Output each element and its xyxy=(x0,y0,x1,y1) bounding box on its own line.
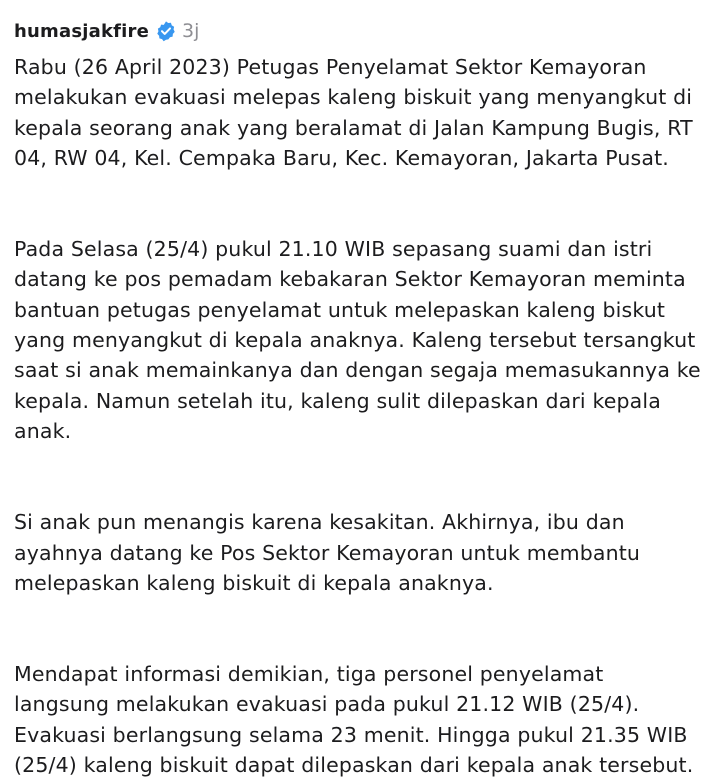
caption-paragraph-3: Si anak pun menangis karena kesakitan. Akhirnya, ibu dan ayahnya datang ke Pos Sektor Kemayoran untuk membantu melepaskan kaleng biskuit di kepala anaknya. xyxy=(14,510,641,595)
post-caption xyxy=(14,14,704,780)
post-header xyxy=(14,14,704,48)
username-link[interactable]: humasjakfire xyxy=(14,20,150,42)
verified-badge-icon xyxy=(155,20,177,42)
caption-body xyxy=(14,52,704,780)
caption-paragraph-4: Mendapat informasi demikian, tiga personel penyelamat langsung melakukan evakuasi pada pukul 21.12 WIB (25/4). Evakuasi berlangsung selama 23 menit. Hingga pukul 21.35 WIB (25/4) kaleng biskuit dapat dilepaskan dari kepala anak tersebut. xyxy=(14,662,694,778)
post-time: 3j xyxy=(182,20,200,42)
caption-paragraph-1: Rabu (26 April 2023) Petugas Penyelamat Sektor Kemayoran melakukan evakuasi melepas kaleng biskuit yang menyangkut di kepala seorang anak yang beralamat di Jalan Kampung Bugis, RT 04, RW 04, Kel. Cempaka Baru, Kec. Kemayoran, Jakarta Pusat. xyxy=(14,55,693,170)
caption-paragraph-2: Pada Selasa (25/4) pukul 21.10 WIB sepasang suami dan istri datang ke pos pemadam kebakaran Sektor Kemayoran meminta bantuan petugas penyelamat untuk melepaskan kaleng biskut yang menyangkut di kepala anaknya. Kaleng tersebut tersangkut saat si anak memainkanya dan dengan segaja memasukannya ke kepala. Namun setelah itu, kaleng sulit dilepaskan dari kepala anak. xyxy=(14,237,701,443)
